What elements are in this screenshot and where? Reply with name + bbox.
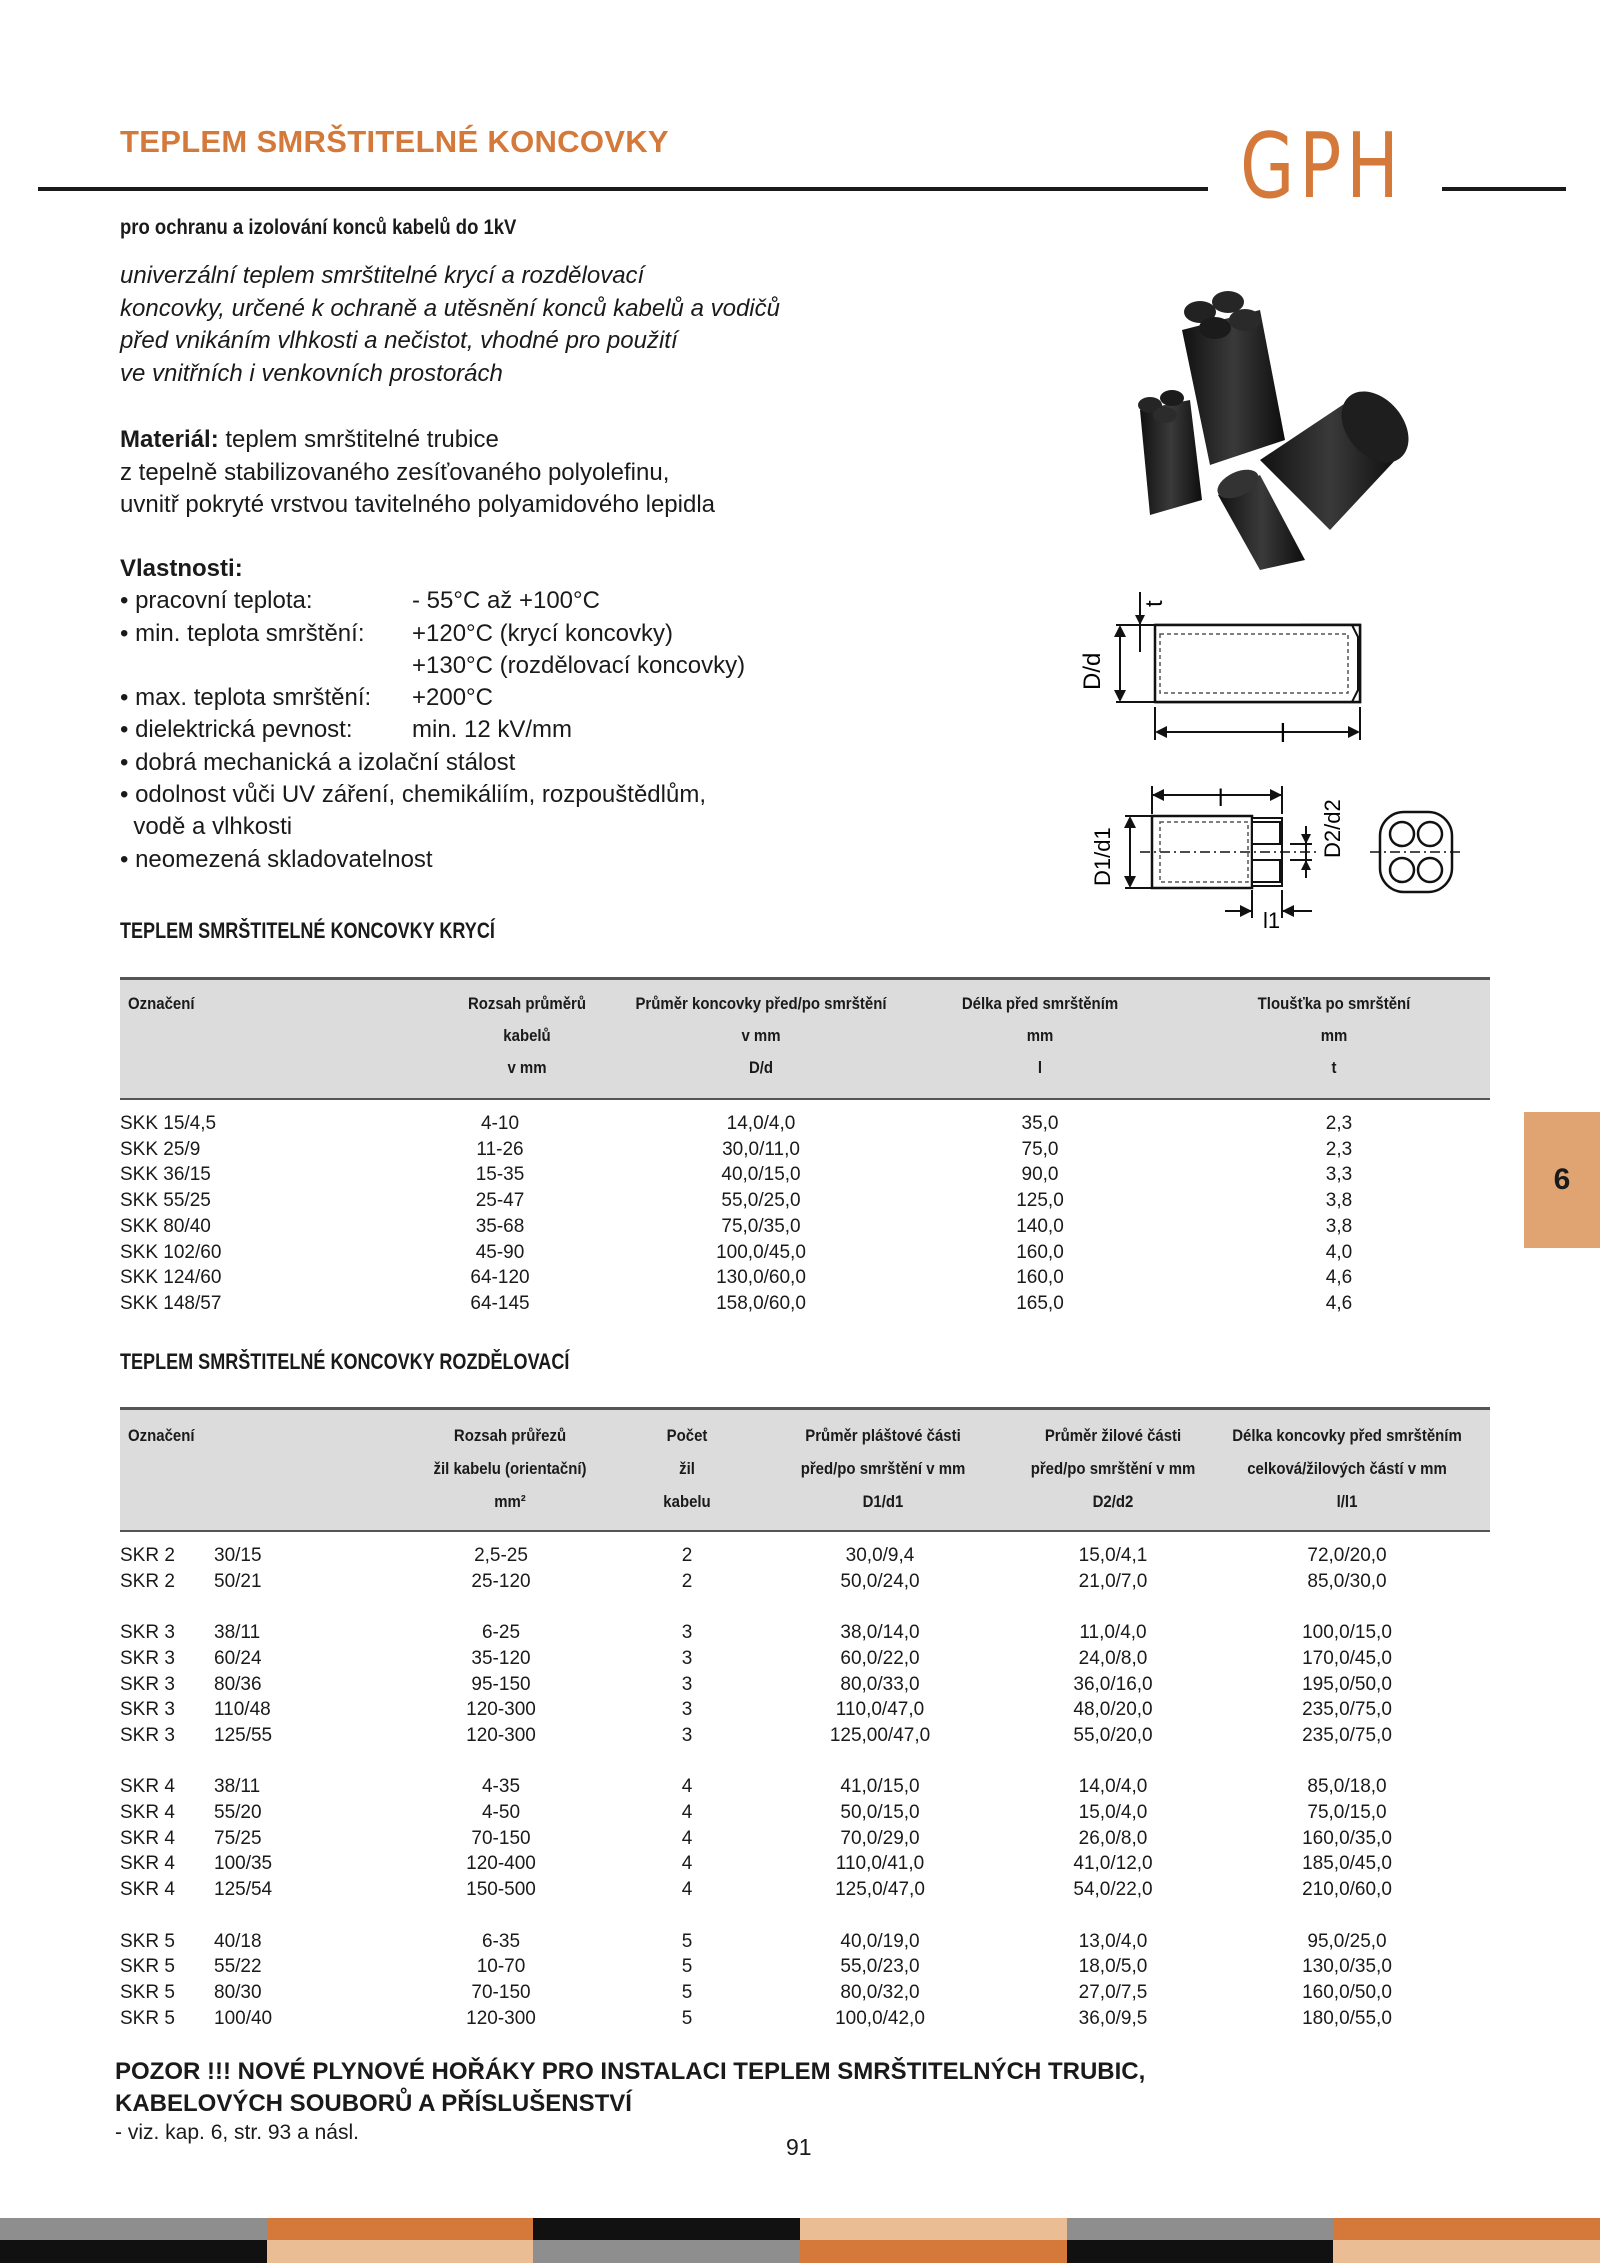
warning-line: POZOR !!! NOVÉ PLYNOVÉ HOŘÁKY PRO INSTALACI TEPLEM SMRŠTITELNÝCH TRUBIC, xyxy=(115,2058,1146,2085)
table1-cell: 64-120 xyxy=(470,1267,530,1289)
table2-cell: 13,0/4,0 xyxy=(1078,1930,1148,1952)
intro-line: univerzální teplem smrštitelné krycí a rozdělovací xyxy=(120,262,645,289)
section-heading-rozdelovaci: TEPLEM SMRŠTITELNÉ KONCOVKY ROZDĚLOVACÍ xyxy=(120,1349,570,1374)
table1-cell: 160,0 xyxy=(1016,1267,1064,1289)
table2-cell: 185,0/45,0 xyxy=(1302,1853,1392,1875)
table1-cell: 130,0/60,0 xyxy=(716,1267,806,1289)
table2-cell: 130,0/35,0 xyxy=(1302,1956,1392,1978)
table2-cell: 110/48 xyxy=(214,1699,271,1721)
table2-cell: SKR 3 xyxy=(120,1699,175,1721)
table1-cell: 64-145 xyxy=(470,1292,530,1314)
table1-cell: 11-26 xyxy=(476,1138,524,1160)
properties-block xyxy=(120,553,880,876)
label-D2d2: D2/d2 xyxy=(1320,799,1345,858)
table1-cell: SKK 148/57 xyxy=(120,1292,222,1314)
table1-header-cell: kabelů xyxy=(503,1026,551,1045)
table2-cell: SKR 3 xyxy=(120,1724,175,1746)
table2-cell: 36,0/16,0 xyxy=(1073,1673,1153,1695)
property-row xyxy=(120,747,880,779)
table2-cell: SKR 5 xyxy=(120,2007,175,2029)
table1-cell: 3,3 xyxy=(1325,1164,1353,1186)
label-t: t xyxy=(1141,600,1168,607)
table2-cell: 4 xyxy=(681,1802,693,1823)
table2-cell: 36,0/9,5 xyxy=(1078,2007,1148,2029)
table2-cell: 4 xyxy=(681,1776,693,1798)
table2-cell: 125/54 xyxy=(214,1879,273,1901)
table2-cell: 120-300 xyxy=(466,2007,536,2029)
table2-cell: 195,0/50,0 xyxy=(1302,1673,1392,1695)
table2-cell: 80,0/32,0 xyxy=(840,1981,920,2003)
property-row xyxy=(120,844,880,876)
table2-cell: 41,0/12,0 xyxy=(1073,1853,1153,1875)
table2-cell: SKR 4 xyxy=(120,1827,175,1849)
table2-cell: 11,0/4,0 xyxy=(1079,1622,1147,1644)
property-text: • dobrá mechanická a izolační stálost xyxy=(120,748,516,776)
table2-cell: 18,0/5,0 xyxy=(1078,1956,1148,1978)
table1-header-cell: v mm xyxy=(507,1058,547,1077)
table2-cell: 15,0/4,0 xyxy=(1078,1802,1148,1823)
stripe-top xyxy=(0,2218,267,2240)
table2-cell: 95,0/25,0 xyxy=(1307,1930,1387,1952)
label-l-2: l xyxy=(1218,785,1224,812)
table2-cell: 4-50 xyxy=(481,1802,521,1823)
stripe-bottom xyxy=(1067,2240,1334,2263)
label-l1: l1 xyxy=(1263,908,1281,933)
table1-cell: 55,0/25,0 xyxy=(721,1190,801,1212)
property-row xyxy=(120,585,880,617)
table1-header-cell: l xyxy=(1037,1058,1043,1077)
property-row xyxy=(120,779,880,811)
table1-cell: 75,0 xyxy=(1021,1138,1059,1160)
property-text: • neomezená skladovatelnost xyxy=(120,845,433,873)
table1-cell: SKK 36/15 xyxy=(120,1164,211,1186)
table2-cell: 30,0/9,4 xyxy=(845,1545,915,1566)
table2-cell: 120-300 xyxy=(466,1724,536,1746)
table1-cell: 158,0/60,0 xyxy=(716,1292,806,1314)
stripe-top xyxy=(1333,2218,1600,2240)
table2-cell: 125/55 xyxy=(214,1724,273,1746)
table2-cell: 3 xyxy=(681,1724,693,1746)
table2-cell: 3 xyxy=(681,1622,693,1644)
property-key: • dielektrická pevnost: xyxy=(120,716,353,744)
table2-cell: 125,00/47,0 xyxy=(829,1724,931,1746)
table2-cell: 55/20 xyxy=(214,1802,262,1823)
property-row xyxy=(120,618,880,650)
table1-cell: SKK 124/60 xyxy=(120,1267,222,1289)
table2-cell: 95-150 xyxy=(471,1673,531,1695)
table2-cell: 72,0/20,0 xyxy=(1307,1545,1387,1566)
table2-cell: 70-150 xyxy=(471,1827,531,1849)
table2-cell: 75,0/15,0 xyxy=(1307,1802,1387,1823)
table1-cell: 2,3 xyxy=(1325,1113,1353,1134)
table2-cell: 50,0/24,0 xyxy=(840,1570,920,1592)
table2-cell: 210,0/60,0 xyxy=(1302,1879,1392,1901)
table2-cell: 170,0/45,0 xyxy=(1302,1647,1392,1669)
table2-cell: 100/40 xyxy=(214,2007,273,2029)
table1-header-cell: Rozsah průměrů xyxy=(467,994,587,1013)
table1-cell: 2,3 xyxy=(1325,1138,1353,1160)
property-row xyxy=(120,682,880,714)
header-rule-right xyxy=(1442,187,1566,191)
table1-cell: 14,0/4,0 xyxy=(726,1113,796,1134)
table2-cell: 24,0/8,0 xyxy=(1078,1647,1148,1669)
table2-header-cell: žil kabelu (orientační) xyxy=(433,1459,587,1478)
property-value: min. 12 kV/mm xyxy=(412,716,573,744)
stripe-bottom xyxy=(800,2240,1067,2263)
table2-cell: 160,0/35,0 xyxy=(1302,1827,1392,1849)
table2-cell: 4-35 xyxy=(481,1776,521,1798)
properties-label: Vlastnosti: xyxy=(120,555,243,582)
table1-cell: SKK 15/4,5 xyxy=(120,1113,217,1134)
table2-cell: SKR 5 xyxy=(120,1956,175,1978)
table2-cell: 55/22 xyxy=(214,1956,262,1978)
table1-header-cell: Délka před smrštěním xyxy=(961,994,1119,1013)
table2-cell: 100,0/15,0 xyxy=(1302,1622,1392,1644)
breakout-drawing xyxy=(1080,778,1460,938)
table2-cell: 5 xyxy=(681,1981,693,2003)
table1-cell: 4,6 xyxy=(1325,1267,1353,1289)
table2-cell: 60,0/22,0 xyxy=(840,1647,920,1669)
table1-cell: 35-68 xyxy=(475,1215,525,1237)
table2-cell: 21,0/7,0 xyxy=(1078,1570,1148,1592)
table2-cell: 38/11 xyxy=(214,1622,261,1644)
table2-header-cell: žil xyxy=(679,1459,695,1478)
table2-header-cell: Rozsah průřezů xyxy=(453,1426,567,1445)
stripe-top xyxy=(533,2218,800,2240)
table2-cell: SKR 3 xyxy=(120,1673,175,1695)
material-line: teplem smrštitelné trubice xyxy=(225,426,499,453)
table2-cell: 120-400 xyxy=(466,1853,536,1875)
table2-cell: SKR 2 xyxy=(120,1545,175,1566)
page-title: TEPLEM SMRŠTITELNÉ KONCOVKY xyxy=(120,124,669,159)
property-key: • max. teplota smrštění: xyxy=(120,684,372,712)
material-label: Materiál: xyxy=(120,426,219,453)
intro-line: koncovky, určené k ochraně a utěsnění konců kabelů a vodičů xyxy=(120,294,780,322)
table2-cell: 10-70 xyxy=(476,1956,526,1978)
table1-cell: 4-10 xyxy=(480,1113,520,1134)
table2-cell: 75/25 xyxy=(214,1827,262,1849)
table2-cell: 6-35 xyxy=(481,1930,521,1952)
table1-cell: 4,6 xyxy=(1325,1292,1353,1314)
table2-cell: 100,0/42,0 xyxy=(835,2007,925,2029)
table2-cell: 3 xyxy=(681,1699,693,1721)
table2-cell: 35-120 xyxy=(471,1647,531,1669)
end-cap-drawing xyxy=(1060,582,1380,762)
table2-header-cell: Průměr žilové části xyxy=(1044,1426,1182,1445)
table2-cell: 80/36 xyxy=(214,1673,262,1695)
table2-header-cell: před/po smrštění v mm xyxy=(800,1459,966,1478)
table2-cell: 2 xyxy=(681,1545,693,1566)
property-value: +200°C xyxy=(412,684,493,712)
stripe-top xyxy=(267,2218,534,2240)
table2-cell: 3 xyxy=(681,1647,693,1669)
table2-header-cell: celková/žilových částí v mm xyxy=(1247,1459,1447,1478)
table1-cell: SKK 55/25 xyxy=(120,1190,211,1212)
stripe-bottom xyxy=(267,2240,534,2263)
table1-cell: 45-90 xyxy=(475,1241,525,1263)
table1-cell: SKK 102/60 xyxy=(120,1241,222,1263)
table2-cell: 85,0/18,0 xyxy=(1307,1776,1387,1798)
property-key: • pracovní teplota: xyxy=(120,587,313,615)
label-D1d1: D1/d1 xyxy=(1090,827,1115,886)
table1-cell: 75,0/35,0 xyxy=(721,1215,801,1237)
warning-text xyxy=(115,2056,1145,2120)
stripe-top xyxy=(1067,2218,1334,2240)
warning-note: - viz. kap. 6, str. 93 a násl. xyxy=(115,2121,359,2144)
table1-header-cell: mm xyxy=(1320,1026,1348,1045)
table2-cell: 55,0/20,0 xyxy=(1073,1724,1153,1746)
table2-cell: 4 xyxy=(681,1853,693,1875)
table2-header-cell: D1/d1 xyxy=(862,1492,904,1511)
table2-cell: 235,0/75,0 xyxy=(1302,1724,1392,1746)
table2-header-cell: Délka koncovky před smrštěním xyxy=(1232,1426,1462,1445)
table1-cell: 4,0 xyxy=(1325,1241,1353,1263)
table2-cell: 41,0/15,0 xyxy=(840,1776,920,1798)
table2-cell: 15,0/4,1 xyxy=(1078,1545,1148,1566)
table2-cell: 5 xyxy=(681,1930,693,1952)
table2-cell: SKR 4 xyxy=(120,1776,175,1798)
property-value: - 55°C až +100°C xyxy=(412,587,600,615)
table2-cell: 235,0/75,0 xyxy=(1302,1699,1392,1721)
page-number: 91 xyxy=(786,2134,812,2160)
table2-cell: 50/21 xyxy=(214,1570,262,1592)
table2-header-cell: kabelu xyxy=(663,1492,711,1511)
intro-text xyxy=(120,260,840,390)
intro-line: ve vnitřních i venkovních prostorách xyxy=(120,359,503,387)
table2-cell: 125,0/47,0 xyxy=(835,1879,925,1901)
table2-cell: 3 xyxy=(681,1673,693,1695)
table1-header-cell: Průměr koncovky před/po smrštění xyxy=(635,994,887,1013)
material-block xyxy=(120,424,840,522)
table1-cell: 140,0 xyxy=(1016,1215,1064,1237)
table1-cell: 90,0 xyxy=(1021,1164,1059,1186)
table1-header-cell: mm xyxy=(1026,1026,1054,1045)
table1-cell: SKK 25/9 xyxy=(120,1138,201,1160)
property-row xyxy=(120,650,880,682)
property-row xyxy=(120,811,880,843)
table1-cell: 25-47 xyxy=(475,1190,525,1212)
stripe-bottom xyxy=(0,2240,267,2263)
table2-cell: 55,0/23,0 xyxy=(840,1956,920,1978)
intro-line: před vnikáním vlhkosti a nečistot, vhodné pro použití xyxy=(120,327,678,354)
table2-cell: 70-150 xyxy=(471,1981,531,2003)
table2-cell: 5 xyxy=(681,2007,693,2029)
table2-cell: 40,0/19,0 xyxy=(840,1930,920,1952)
table2-header-cell: Počet xyxy=(666,1426,708,1445)
table1-cell: 40,0/15,0 xyxy=(721,1164,801,1186)
table2-cell: SKR 3 xyxy=(120,1622,175,1644)
warning-line: KABELOVÝCH SOUBORŮ A PŘÍSLUŠENSTVÍ xyxy=(115,2090,632,2117)
label-l: l xyxy=(1280,718,1286,748)
table2-cell: 2 xyxy=(681,1570,693,1592)
table2-cell: 48,0/20,0 xyxy=(1073,1699,1153,1721)
table2-cell: 70,0/29,0 xyxy=(840,1827,920,1849)
table1-cell: SKK 80/40 xyxy=(120,1215,211,1237)
table2-cell: SKR 3 xyxy=(120,1647,175,1669)
table2-header-cell: Průměr pláštové části xyxy=(805,1426,961,1445)
subtitle: pro ochranu a izolování konců kabelů do 1kV xyxy=(120,216,517,239)
table2-cell: 120-300 xyxy=(466,1699,536,1721)
table1-cell: 100,0/45,0 xyxy=(716,1241,806,1263)
product-photo xyxy=(1110,270,1430,570)
table1-cell: 3,8 xyxy=(1325,1215,1353,1237)
stripe-top xyxy=(800,2218,1067,2240)
table1-header-cell: Označení xyxy=(128,994,195,1013)
table1-cell: 125,0 xyxy=(1016,1190,1064,1212)
table2-cell: 100/35 xyxy=(214,1853,273,1875)
table1-cell: 35,0 xyxy=(1021,1113,1059,1134)
table2-header-cell: Označení xyxy=(128,1426,195,1445)
property-row xyxy=(120,714,880,746)
table2-cell: SKR 4 xyxy=(120,1853,175,1875)
table2-cell: 80/30 xyxy=(214,1981,262,2003)
property-value: +120°C (krycí koncovky) xyxy=(412,619,674,647)
table1-header-cell: Tloušťka po smrštění xyxy=(1257,994,1411,1013)
table2-cell: 14,0/4,0 xyxy=(1078,1776,1148,1798)
table2-cell: 26,0/8,0 xyxy=(1078,1827,1148,1849)
table1-header-cell: t xyxy=(1331,1058,1337,1077)
section-heading-krycí: TEPLEM SMRŠTITELNÉ KONCOVKY KRYCÍ xyxy=(120,918,495,943)
table2-cell: 54,0/22,0 xyxy=(1073,1879,1153,1901)
table2-cell: 60/24 xyxy=(214,1647,262,1669)
table2-cell: SKR 4 xyxy=(120,1879,175,1901)
property-text: vodě a vlhkosti xyxy=(120,813,293,841)
table2-header-cell: l/l1 xyxy=(1336,1492,1358,1511)
table2-cell: 5 xyxy=(681,1956,693,1978)
table1-cell: 15-35 xyxy=(475,1164,525,1186)
table1-cell: 165,0 xyxy=(1016,1292,1064,1314)
table2-cell: 150-500 xyxy=(466,1879,536,1901)
stripe-bottom xyxy=(1333,2240,1600,2263)
table2-cell: SKR 4 xyxy=(120,1802,175,1823)
material-line: uvnitř pokryté vrstvou tavitelného polyamidového lepidla xyxy=(120,491,715,518)
chapter-tab[interactable]: 6 xyxy=(1524,1112,1600,1248)
table1-cell: 3,8 xyxy=(1325,1190,1353,1212)
table2-cell: 30/15 xyxy=(214,1545,262,1566)
table2-cell: 25-120 xyxy=(471,1570,531,1592)
table2-header-cell: mm² xyxy=(494,1492,526,1511)
table1-cell: 30,0/11,0 xyxy=(722,1138,800,1160)
table2-cell: SKR 5 xyxy=(120,1930,175,1952)
stripe-bottom xyxy=(533,2240,800,2263)
label-Dd: D/d xyxy=(1079,652,1106,690)
property-value: +130°C (rozdělovací koncovky) xyxy=(412,651,746,679)
table2-cell: 40/18 xyxy=(214,1930,262,1952)
brand-logo: GPH xyxy=(1240,114,1404,219)
table2-cell: 110,0/41,0 xyxy=(835,1853,925,1875)
table2-cell: 85,0/30,0 xyxy=(1307,1570,1387,1592)
table2-cell: 38/11 xyxy=(214,1776,261,1798)
table1-cell: 160,0 xyxy=(1016,1241,1064,1263)
table2-cell: 50,0/15,0 xyxy=(840,1802,920,1823)
table2-cell: 2,5-25 xyxy=(474,1545,528,1566)
property-text: • odolnost vůči UV záření, chemikáliím, rozpouštědlům, xyxy=(120,781,706,809)
property-key xyxy=(120,650,412,682)
table1-header-cell: D/d xyxy=(748,1058,774,1077)
table2-cell: 6-25 xyxy=(481,1622,521,1644)
header-rule-left xyxy=(38,187,1208,191)
table2-cell: 110,0/47,0 xyxy=(835,1699,925,1721)
table2-cell: 27,0/7,5 xyxy=(1078,1981,1148,2003)
table2-cell: SKR 2 xyxy=(120,1570,175,1592)
table2-header-cell: před/po smrštění v mm xyxy=(1030,1459,1196,1478)
table2-cell: 4 xyxy=(681,1827,693,1849)
table2-cell: 4 xyxy=(681,1879,693,1901)
table2-cell: 160,0/50,0 xyxy=(1302,1981,1392,2003)
table2-header-cell: D2/d2 xyxy=(1092,1492,1134,1511)
table1-header-cell: v mm xyxy=(741,1026,781,1045)
material-line: z tepelně stabilizovaného zesíťovaného polyolefinu, xyxy=(120,458,670,486)
property-key: • min. teplota smrštění: xyxy=(120,619,365,647)
table2-cell: SKR 5 xyxy=(120,1981,175,2003)
table2-cell: 180,0/55,0 xyxy=(1302,2007,1392,2029)
table2-cell: 80,0/33,0 xyxy=(840,1673,920,1695)
table2-cell: 38,0/14,0 xyxy=(840,1622,920,1644)
